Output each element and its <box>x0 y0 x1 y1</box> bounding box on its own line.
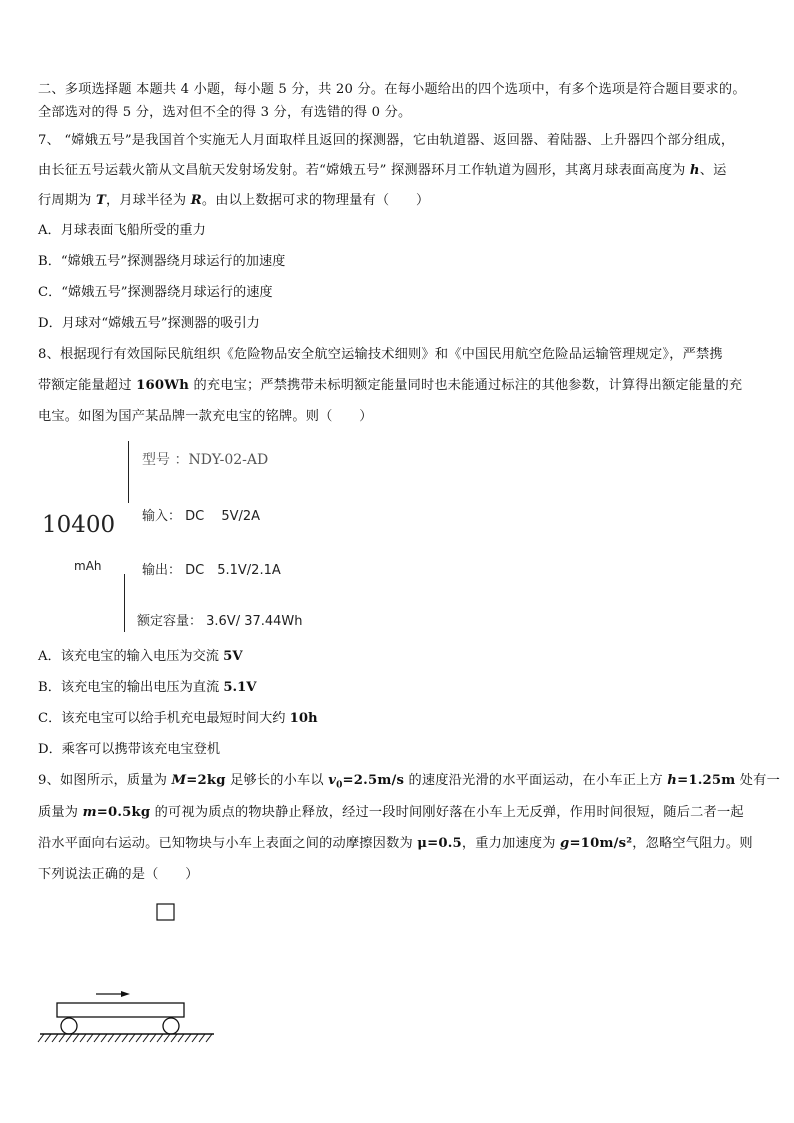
q9-value-M: =2kg <box>186 773 226 788</box>
cart-body-icon <box>57 1003 184 1017</box>
q9-value-h: =1.25m <box>677 773 736 788</box>
q7-text: ，月球半径为 <box>105 193 191 208</box>
q9-text: ，重力加速度为 <box>461 836 561 851</box>
q9-text: 9、如图所示，质量为 <box>38 773 172 788</box>
q7-text: 由长征五号运载火箭从文昌航天发射场发射。若“嫦娥五号” 探测器环月工作轨道为圆形，其离月球表面高度为 <box>38 163 690 178</box>
q9-text: 的速度沿光滑的水平面运动，在小车正上方 <box>404 773 668 788</box>
q8-option-c-value: 10h <box>289 711 318 726</box>
q9-var-h: h <box>667 773 678 788</box>
q8-option-d <box>38 738 220 757</box>
q9-stem-line1 <box>38 769 780 791</box>
q8-stem-line1: 8、根据现行有效国际民航组织《危险物品安全航空运输技术细则》和《中国民用航空危险品运输管理规定》，严禁携 <box>38 347 723 362</box>
q7-option-c: C．“嫦娥五号”探测器绕月球运行的速度 <box>38 285 273 300</box>
q7-var-R: R <box>190 193 202 208</box>
q9-stem-line3 <box>38 832 753 851</box>
q9-text: 处有一 <box>735 773 780 788</box>
nameplate-input: 输入： DC 5V/2A <box>142 509 261 524</box>
q8-text: 带额定能量超过 <box>38 378 137 393</box>
cart-wheel-right-icon <box>163 1018 179 1034</box>
cart-wheel-left-icon <box>61 1018 77 1034</box>
q7-option-b: B．“嫦娥五号”探测器绕月球运行的加速度 <box>38 254 286 269</box>
q9-var-v: v <box>328 773 337 788</box>
q7-stem-line3 <box>38 189 429 208</box>
q9-stem-line2 <box>38 801 744 820</box>
nameplate-model: 型号 ：NDY-02-AD <box>142 452 269 468</box>
q7-stem-line1: 7、 “嫦娥五号”是我国首个实施无人月面取样且返回的探测器，它由轨道器、返回器、着陆器、上升器四个部分组成， <box>38 133 735 148</box>
nameplate-capacity-unit: mAh <box>74 559 102 573</box>
q9-var-M: M <box>171 773 187 788</box>
q7-option-d: D．月球对“嫦娥五号”探测器的吸引力 <box>38 316 260 331</box>
q8-option-c <box>38 707 318 726</box>
nameplate-output: 输出： DC 5.1V/2.1A <box>142 563 281 578</box>
q7-text: 。由以上数据可求的物理量有（ ） <box>201 193 430 208</box>
nameplate-rated-capacity: 额定容量： 3.6V/ 37.44Wh <box>137 614 303 629</box>
velocity-arrowhead-icon <box>121 991 130 997</box>
q9-text: 足够长的小车以 <box>225 773 329 788</box>
q9-text: 的可视为质点的物块静止释放，经过一段时间刚好落在小车上无反弹，作用时间很短，随后二者一起 <box>150 805 744 820</box>
q9-value-v: =2.5m/s <box>342 773 405 788</box>
q9-value-g: =10m/s² <box>569 836 633 851</box>
q9-value-mu: μ=0.5 <box>417 836 462 851</box>
section-header-line1: 二、多项选择题 本题共 4 小题，每小题 5 分，共 20 分。在每小题给出的四个选项中，有多个选项是符合题目要求的。 <box>38 82 746 97</box>
q9-text: 质量为 <box>38 805 83 820</box>
q9-stem-line4: 下列说法正确的是（ ） <box>38 867 199 882</box>
q8-option-a <box>38 645 243 664</box>
q9-text: 沿水平面向右运动。已知物块与小车上表面之间的动摩擦因数为 <box>38 836 418 851</box>
q9-var-v-sub: 0 <box>336 780 343 791</box>
q7-var-h: h <box>689 163 700 178</box>
nameplate-capacity: 10400 <box>42 512 116 538</box>
q7-text: 行周期为 <box>38 193 96 208</box>
q8-value-160wh: 160Wh <box>136 378 190 393</box>
nameplate-divider-top <box>128 441 129 503</box>
q8-option-c-text: C．该充电宝可以给手机充电最短时间大约 <box>38 711 290 726</box>
q9-var-g: g <box>560 836 570 851</box>
q8-option-a-value: 5V <box>223 649 243 664</box>
q8-option-b-text: B．该充电宝的输出电压为直流 <box>38 680 224 695</box>
q8-option-a-text: A．该充电宝的输入电压为交流 <box>38 649 224 664</box>
q7-option-a: A．月球表面飞船所受的重力 <box>38 223 206 238</box>
q9-text: ，忽略空气阻力。则 <box>632 836 753 851</box>
q7-text: 、运 <box>699 163 727 178</box>
ground-hatch-icon <box>38 1034 212 1042</box>
nameplate-divider-bottom <box>124 574 125 632</box>
q9-var-m: m <box>82 805 97 820</box>
q8-stem-line3: 电宝。如图为国产某品牌一款充电宝的铭牌。则（ ） <box>38 409 373 424</box>
q9-value-m: =0.5kg <box>96 805 151 820</box>
q7-var-T: T <box>95 193 106 208</box>
q7-stem-line2 <box>38 159 726 178</box>
q9-cart-diagram <box>30 895 230 1055</box>
q8-option-b-value: 5.1V <box>223 680 257 695</box>
q8-stem-line2 <box>38 374 742 393</box>
section-header-line2: 全部选对的得 5 分，选对但不全的得 3 分，有选错的得 0 分。 <box>38 105 412 120</box>
block-icon <box>157 904 174 920</box>
q8-option-d-text: D．乘客可以携带该充电宝登机 <box>38 742 221 757</box>
q8-option-b <box>38 676 257 695</box>
q8-text: 的充电宝；严禁携带未标明额定能量同时也未能通过标注的其他参数，计算得出额定能量的充 <box>189 378 743 393</box>
